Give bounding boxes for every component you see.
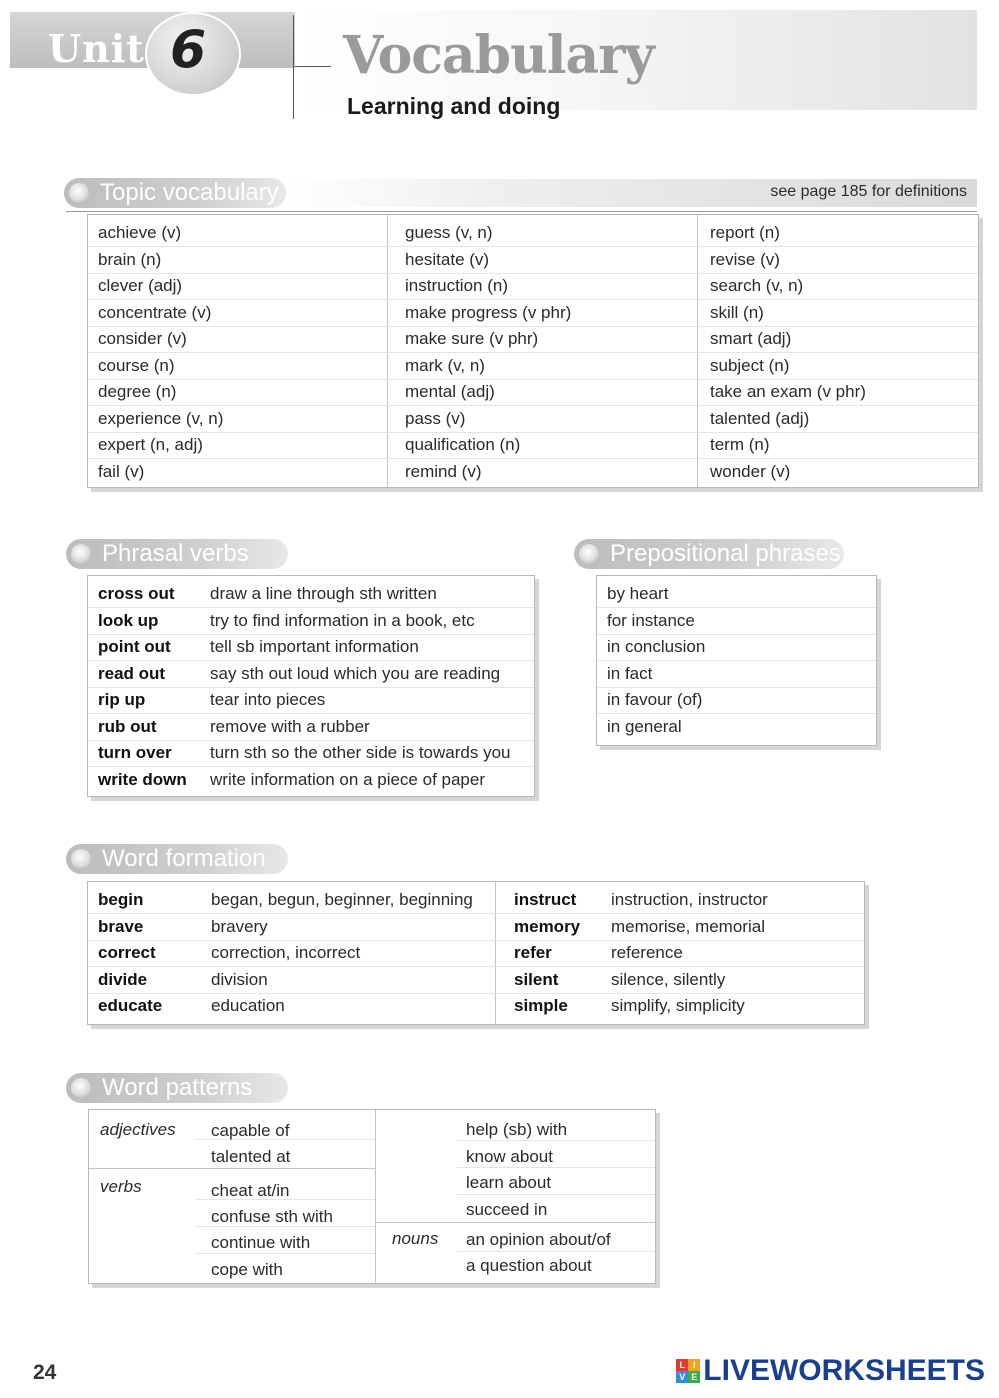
derived-forms: bravery	[211, 916, 268, 936]
vocabulary-item: term (n)	[710, 435, 770, 454]
vocabulary-item: pass (v)	[405, 408, 466, 428]
pattern-item: continue with	[211, 1233, 311, 1252]
word-patterns-heading	[66, 1073, 288, 1103]
table-row-divider	[88, 273, 978, 274]
phrasal-verb: cross out	[98, 584, 175, 603]
table-row-divider	[88, 940, 864, 941]
logo-mark-icon	[676, 1359, 700, 1383]
base-word: brave	[98, 916, 144, 936]
base-word: simple	[514, 996, 568, 1015]
table-row-divider	[597, 687, 876, 688]
table-row-divider	[88, 966, 864, 967]
row-divider	[457, 1194, 655, 1195]
table-row-divider	[88, 634, 534, 635]
base-word: educate	[98, 996, 163, 1015]
topic-vocabulary-heading	[64, 178, 286, 208]
pattern-item: an opinion about/of	[466, 1230, 611, 1249]
pattern-item: confuse sth with	[211, 1207, 333, 1226]
vocabulary-item: instruction (n)	[405, 276, 508, 295]
table-row-divider	[88, 299, 978, 300]
bullet-icon	[579, 544, 599, 564]
vocabulary-item: make sure (v phr)	[405, 329, 539, 348]
derived-forms: memorise, memorial	[611, 916, 765, 936]
page-subtitle: Learning and doing	[347, 93, 561, 119]
column-divider	[375, 1110, 376, 1283]
unit-number: 6	[170, 20, 207, 80]
vocabulary-item: consider (v)	[98, 329, 187, 348]
pattern-item: capable of	[211, 1121, 290, 1140]
phrasal-definition: tear into pieces	[210, 690, 326, 709]
section-label: Word formation	[102, 845, 266, 872]
header-divider	[293, 15, 294, 119]
base-word: refer	[514, 943, 552, 962]
row-divider	[375, 1222, 655, 1223]
vocabulary-item: report (n)	[710, 223, 780, 242]
table-row-divider	[597, 634, 876, 635]
vocabulary-item: experience (v, n)	[98, 408, 224, 428]
vocabulary-item: revise (v)	[710, 249, 780, 269]
phrasal-definition: remove with a rubber	[210, 716, 370, 736]
table-row-divider	[88, 607, 534, 608]
phrasal-verbs-heading	[66, 539, 288, 569]
vocabulary-item: mark (v, n)	[405, 355, 485, 375]
section-label: Word patterns	[102, 1074, 253, 1101]
header-rule	[295, 66, 331, 67]
prepositional-phrase: by heart	[607, 584, 669, 603]
table-row-divider	[88, 458, 978, 459]
column-divider	[495, 882, 496, 1024]
liveworksheets-logo[interactable]	[676, 1354, 985, 1388]
phrasal-definition: write information on a piece of paper	[210, 769, 485, 789]
pattern-item: know about	[466, 1147, 553, 1166]
vocabulary-item: subject (n)	[710, 355, 790, 375]
phrasal-verb: look up	[98, 610, 159, 630]
vocabulary-item: wonder (v)	[710, 461, 791, 481]
word-patterns-table	[88, 1109, 656, 1284]
unit-label: Unit	[48, 26, 145, 71]
prepositional-phrase: in conclusion	[607, 637, 706, 656]
prepositional-phrases-table	[596, 575, 877, 746]
table-row-divider	[597, 607, 876, 608]
vocabulary-item: achieve (v)	[98, 223, 182, 242]
vocabulary-item: hesitate (v)	[405, 249, 490, 269]
vocabulary-item: mental (adj)	[405, 382, 495, 401]
vocabulary-item: course (n)	[98, 355, 175, 375]
table-row-divider	[88, 326, 978, 327]
phrasal-definition: draw a line through sth written	[210, 584, 437, 603]
derived-forms: division	[211, 969, 268, 989]
vocabulary-item: fail (v)	[98, 461, 145, 481]
prepositional-phrase: for instance	[607, 610, 695, 630]
derived-forms: began, begun, beginner, beginning	[211, 890, 473, 909]
prepositional-phrase: in general	[607, 716, 682, 736]
table-row-divider	[597, 713, 876, 714]
base-word: instruct	[514, 890, 577, 909]
vocabulary-item: search (v, n)	[710, 276, 804, 295]
pattern-item: a question about	[466, 1256, 592, 1275]
table-row-divider	[88, 993, 864, 994]
table-row-divider	[88, 379, 978, 380]
logo-mark-letter: E	[688, 1371, 700, 1383]
base-word: begin	[98, 890, 144, 909]
derived-forms: simplify, simplicity	[611, 996, 745, 1015]
base-word: memory	[514, 916, 581, 936]
table-row-divider	[88, 660, 534, 661]
logo-text: LIVEWORKSHEETS	[703, 1354, 985, 1387]
table-row-divider	[597, 660, 876, 661]
phrasal-definition: try to find information in a book, etc	[210, 610, 475, 630]
vocabulary-item: expert (n, adj)	[98, 435, 203, 454]
section-label: Topic vocabulary	[100, 179, 279, 206]
word-formation-heading	[66, 844, 288, 874]
vocabulary-item: make progress (v phr)	[405, 302, 572, 322]
table-row-divider	[88, 687, 534, 688]
table-row-divider	[88, 432, 978, 433]
pattern-item: learn about	[466, 1173, 552, 1192]
phrasal-definition: say sth out loud which you are reading	[210, 663, 501, 683]
phrasal-verb: rub out	[98, 716, 157, 736]
phrasal-verbs-table	[87, 575, 535, 797]
topic-vocabulary-table	[87, 214, 979, 488]
bullet-icon	[71, 1078, 91, 1098]
logo-mark-letter: I	[688, 1359, 700, 1371]
table-row-divider	[88, 352, 978, 353]
pattern-item: succeed in	[466, 1200, 548, 1219]
base-word: correct	[98, 943, 156, 962]
pattern-item: talented at	[211, 1147, 291, 1166]
pattern-item: help (sb) with	[466, 1120, 568, 1139]
base-word: silent	[514, 969, 559, 989]
phrasal-verb: write down	[98, 769, 187, 789]
row-divider	[457, 1251, 655, 1252]
section-label: Phrasal verbs	[102, 540, 249, 567]
derived-forms: instruction, instructor	[611, 890, 768, 909]
pattern-item: cheat at/in	[211, 1181, 290, 1200]
column-divider	[387, 215, 388, 487]
vocabulary-item: take an exam (v phr)	[710, 382, 866, 401]
vocabulary-item: clever (adj)	[98, 276, 183, 295]
vocabulary-item: degree (n)	[98, 382, 177, 401]
logo-mark-letter: L	[676, 1359, 688, 1371]
table-row-divider	[88, 713, 534, 714]
derived-forms: reference	[611, 943, 683, 962]
logo-mark-letter: V	[676, 1371, 688, 1383]
bullet-icon	[71, 849, 91, 869]
page-title: Vocabulary	[343, 25, 654, 86]
derived-forms: education	[211, 996, 285, 1015]
page-number: 24	[33, 1361, 57, 1384]
row-divider	[457, 1167, 655, 1168]
table-row-divider	[88, 246, 978, 247]
verbs-label: verbs	[100, 1177, 142, 1196]
table-row-divider	[88, 913, 864, 914]
vocabulary-item: remind (v)	[405, 461, 482, 481]
topic-rule	[66, 211, 977, 212]
bullet-icon	[71, 544, 91, 564]
vocabulary-item: talented (adj)	[710, 408, 810, 428]
nouns-label: nouns	[392, 1229, 439, 1248]
prepositional-phrase: in fact	[607, 663, 653, 683]
table-row-divider	[88, 405, 978, 406]
prepositional-phrase: in favour (of)	[607, 690, 703, 709]
phrasal-definition: tell sb important information	[210, 637, 419, 656]
column-divider	[697, 215, 698, 487]
vocabulary-item: smart (adj)	[710, 329, 792, 348]
phrasal-verb: rip up	[98, 690, 146, 709]
vocabulary-item: skill (n)	[710, 302, 764, 322]
table-row-divider	[88, 766, 534, 767]
derived-forms: silence, silently	[611, 969, 726, 989]
phrasal-definition: turn sth so the other side is towards you	[210, 743, 511, 762]
table-row-divider	[88, 740, 534, 741]
bullet-icon	[69, 183, 89, 203]
base-word: divide	[98, 969, 148, 989]
vocabulary-item: brain (n)	[98, 249, 162, 269]
adjectives-label: adjectives	[100, 1120, 176, 1139]
row-divider	[89, 1168, 375, 1169]
phrasal-verb: read out	[98, 663, 166, 683]
row-divider	[457, 1140, 655, 1141]
prepositional-phrases-heading	[574, 539, 844, 569]
derived-forms: correction, incorrect	[211, 943, 361, 962]
phrasal-verb: turn over	[98, 743, 172, 762]
section-label: Prepositional phrases	[610, 540, 841, 567]
word-formation-table	[87, 881, 865, 1025]
vocabulary-item: qualification (n)	[405, 435, 521, 454]
definitions-note: see page 185 for definitions	[770, 183, 967, 200]
vocabulary-item: concentrate (v)	[98, 302, 212, 322]
vocabulary-item: guess (v, n)	[405, 223, 493, 242]
pattern-item: cope with	[211, 1260, 283, 1279]
phrasal-verb: point out	[98, 637, 171, 656]
row-divider	[195, 1253, 375, 1254]
